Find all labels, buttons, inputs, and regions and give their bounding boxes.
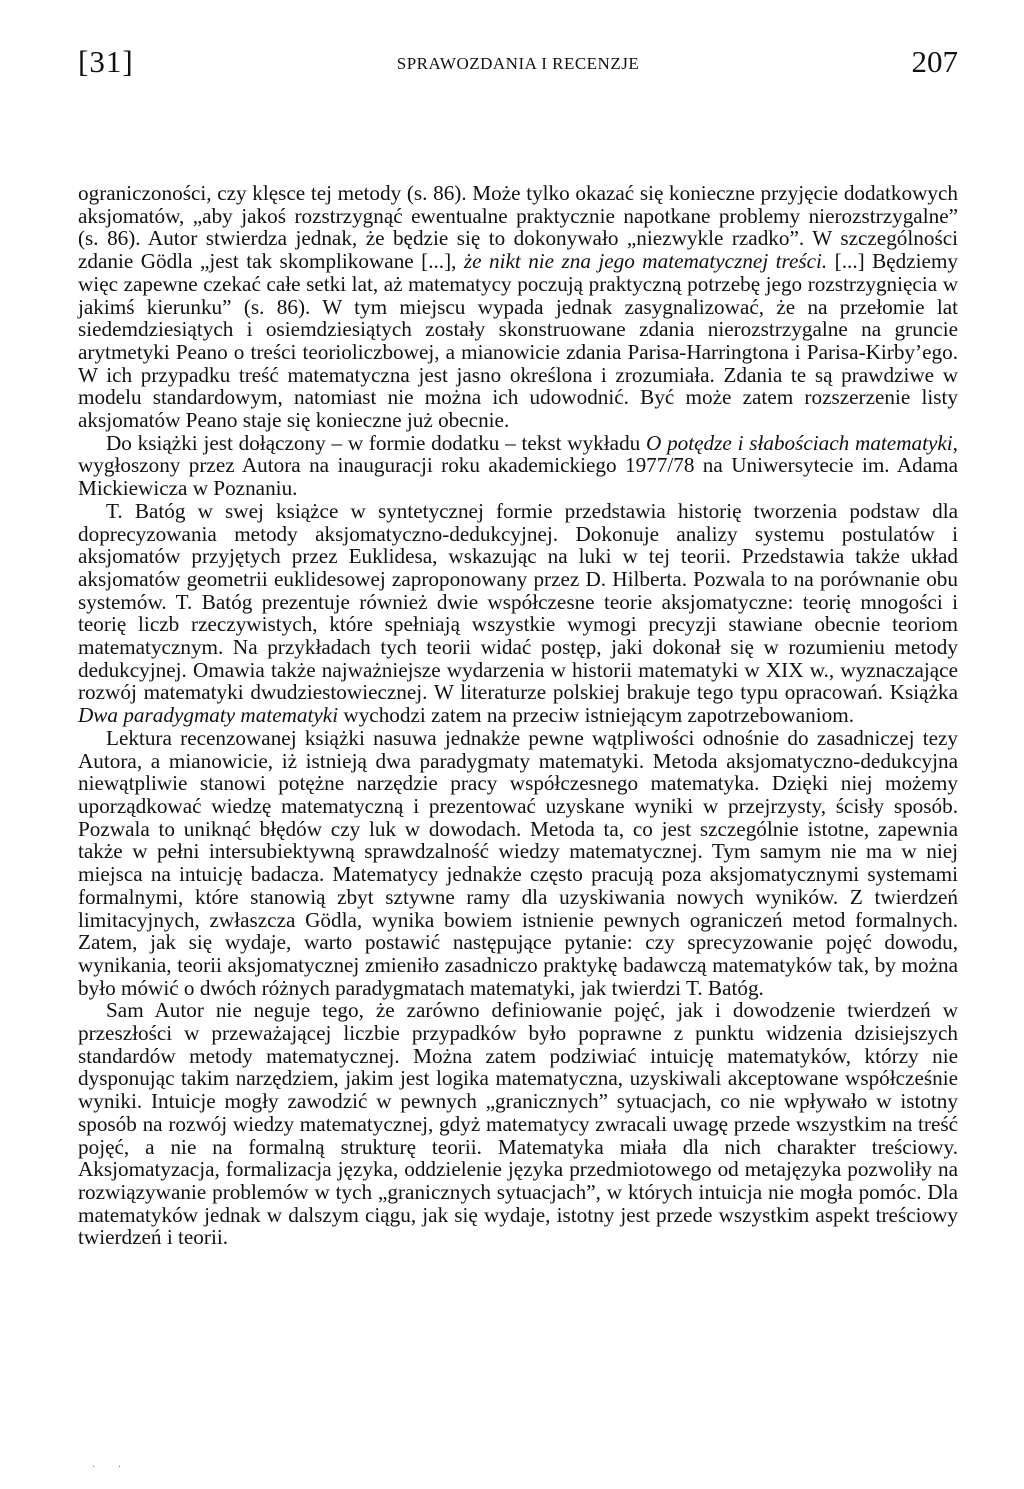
running-head xyxy=(78,44,958,100)
paragraph xyxy=(78,432,958,500)
text-run: T. Batóg w swej książce w syntetycznej formie przedstawia historię tworzenia podstaw dla doprecyzowania metody aksjomatyczno-dedukcyjnej. Dokonuje analizy systemu postulatów i aksjomatów przyjętych przez Euklidesa, wskazując na luki w tej teorii. Przedstawia także układ aksjomatów geometrii euklidesowej zaproponowany przez D. Hilberta. Pozwala to na porównanie obu systemów. T. Batóg prezentuje również dwie współczesne teorie aksjomatyczne: teorię mnogości i teorię liczb rzeczywistych, które spełniają wszystkie wymogi precyzji stawiane obecnie teoriom matematycznym. Na przykładach tych teorii widać postęp, jaki dokonał się w rozumieniu metody dedukcyjnej. Omawia także najważniejsze wydarzenia w historii matematyki w XIX w., wyznaczające rozwój matematyki dwudziestowiecznej. W literaturze polskiej brakuje tego typu opracowań. Książka xyxy=(78,498,958,705)
page-number: 207 xyxy=(911,44,958,79)
text-run: wychodzi zatem na przeciw istniejącym zapotrzebowaniom. xyxy=(338,703,855,728)
italic-text: że nikt nie zna jego matematycznej treści. xyxy=(463,249,828,274)
italic-text: O potędze i słabościach matematyki, xyxy=(646,430,958,455)
paragraph xyxy=(78,500,958,727)
paragraph xyxy=(78,727,958,999)
paragraph xyxy=(78,999,958,1249)
italic-text: Dwa paradygmaty matematyki xyxy=(78,703,339,728)
body-text xyxy=(78,182,958,1249)
paragraph xyxy=(78,182,958,432)
section-number: [31] xyxy=(78,44,134,79)
running-title: SPRAWOZDANIA I RECENZJE xyxy=(396,54,640,73)
text-run: Sam Autor nie neguje tego, że zarówno definiowanie pojęć, jak i dowodzenie twierdzeń w przeszłości w przeważającej liczbie przypadków było poprawne z punktu widzenia dzisiejszych standardów metody matematycznej. Można zatem podziwiać intuicję matematyków, którzy nie dysponując takim narzędziem, jakim jest logika matematyczna, uzyskiwali akceptowane współcześnie wyniki. Intuicje mogły zawodzić w pewnych „granicznych” sytuacjach, co nie wpływało w istotny sposób na rozwój wiedzy matematycznej, gdyż matematycy zwracali uwagę przede wszystkim na treść pojęć, a nie na formalną strukturę teorii. Matematyka miała dla nich charakter treściowy. Aksjomatyzacja, formalizacja języka, oddzielenie języka przedmiotowego od metajęzyka pozwoliły na rozwiązywanie problemów w tych „granicznych sytuacjach”, w których intuicja nie mogła pomóc. Dla matematyków jednak w dalszym ciągu, jak się wydaje, istotny jest przede wszystkim aspekt treściowy twierdzeń i teorii. xyxy=(78,998,958,1250)
text-run: wygłoszony przez Autora na inauguracji roku akademickiego 1977/78 na Uniwersytecie im. Adama Mickiewicza w Poznaniu. xyxy=(78,453,958,501)
text-run: [...] Będziemy więc zapewne czekać całe setki lat, aż matematycy poczują praktyczną potrzebę jego rozstrzygnięcia w jakimś kierunku” (s. 86). W tym miejscu wypada jednak zasygnalizować, że na przełomie lat siedemdziesiątych i osiemdziesiątych zostały skonstruowane zdania nierozstrzygalne na gruncie arytmetyki Peano o treści teorioliczbowej, a mianowicie zdania Parisa-Harringtona i Parisa-Kirby’ego. W ich przypadku treść matematyczna jest jasno określona i zrozumiała. Zdania te są prawdziwe w modelu standardowym, natomiast nie można ich udowodnić. Być może zatem rozszerzenie listy aksjomatów Peano staje się konieczne już obecnie. xyxy=(78,249,959,433)
print-marks: · · xyxy=(92,1462,132,1473)
text-run: ograniczoności, czy klęsce tej metody (s. 86). Może tylko okazać się konieczne przyjęcie dodatkowych aksjomatów, „aby jakoś rozstrzygnąć ewentualne praktycznie napotkane problemy nierozstrzygalne” (s. 86). Autor stwierdza jednak, że będzie się to dokonywało „niezwykle rzadko”. W szczególności zdanie Gödla „jest tak skomplikowane [...], xyxy=(78,181,958,274)
text-run: Do książki jest dołączony – w formie dodatku – tekst wykładu xyxy=(106,430,647,455)
page xyxy=(78,44,958,1249)
text-run: Lektura recenzowanej książki nasuwa jednakże pewne wątpliwości odnośnie do zasadniczej tezy Autora, a mianowicie, iż istnieją dwa paradygmaty matematyki. Metoda aksjomatyczno-dedukcyjna niewątpliwie stanowi potężne narzędzie pracy współczesnego matematyka. Dzięki niej możemy uporządkować wiedzę matematyczną i prezentować uzyskane wyniki w przejrzysty, ścisły sposób. Pozwala to uniknąć błędów czy luk w dowodach. Metoda ta, co jest szczególnie istotne, zapewnia także w pełni intersubiektywną sprawdzalność wiedzy matematycznej. Tym samym nie ma w niej miejsca na intuicję badacza. Matematycy jednakże często pracują poza aksjomatycznymi systemami formalnymi, które stanowią zbyt sztywne ramy dla uzyskiwania nowych wyników. Z twierdzeń limitacyjnych, zwłaszcza Gödla, wynika bowiem istnienie pewnych ograniczeń metod formalnych. Zatem, jak się wydaje, warto postawić następujące pytanie: czy sprecyzowanie pojęć dowodu, wynikania, teorii aksjomatycznej zmieniło zasadniczo praktykę badawczą matematyków tak, by można było mówić o dwóch różnych paradygmatach matematyki, jak twierdzi T. Batóg. xyxy=(78,725,958,1000)
